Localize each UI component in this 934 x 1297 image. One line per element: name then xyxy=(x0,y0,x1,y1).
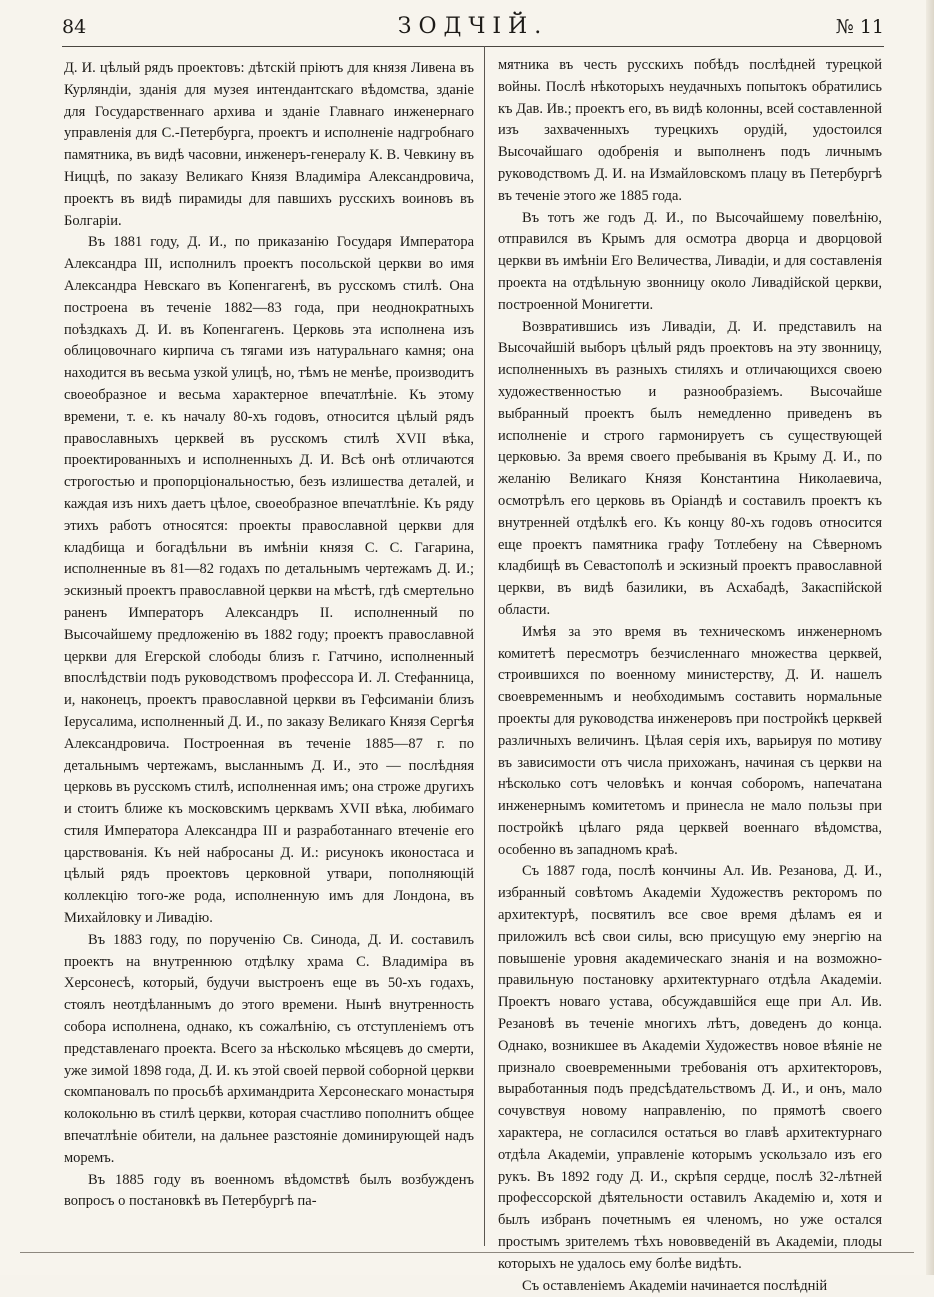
issue-number: № 11 xyxy=(835,16,884,38)
page-header xyxy=(62,8,884,44)
paragraph: Въ 1883 году, по порученію Св. Синода, Д. И. составилъ проектъ на внутреннюю отдѣлку храма С. Владиміра въ Херсонесѣ, который, будучи выстроенъ еще въ 50-хъ годахъ, стоялъ неотдѣланнымъ до этого времени. Нынѣ внутренность собора исполнена, однако, къ сожалѣнію, съ отступленіемъ отъ представленаго проекта. Всего за нѣсколько мѣсяцевъ до смерти, уже зимой 1898 года, Д. И. къ этой своей первой соборной церкви скомпановалъ по просьбѣ архимандрита Херсонескаго монастыря колокольню въ стилѣ церкви, которая счастливо пополнитъ общее впечатлѣніе обители, на дальнее разстояніе доминирующей надъ моремъ. xyxy=(64,931,474,1166)
paragraph: Въ тотъ же годъ Д. И., по Высочайшему повелѣнію, отправился въ Крымъ для осмотра дворца и дворцовой церкви въ имѣніи Его Величества, Ливадіи, и для составленія проекта на отдѣльную звонницу около Ливадійской церкви, построенной Монигетти. xyxy=(498,209,882,313)
paragraph: Съ 1887 года, послѣ кончины Ал. Ив. Резанова, Д. И., избранный совѣтомъ Академіи Художествъ ректоромъ по архитектурѣ, посвятилъ все свое время дѣламъ ея и приложилъ всѣ свои силы, всю присущую ему энергію на повышеніе уровня академическаго знанія и на возможно-правильную постановку архитектурнаго отдѣла Академіи. Проектъ новаго устава, обсуждавшійся еще при Ал. Ив. Резановѣ въ теченіе многихъ лѣтъ, доведенъ до конца. Однако, возникшее въ Академіи Художествъ новое вѣяніе не признало своевременными требованія отъ архитекторовъ, выработанныя подъ предсѣдательствомъ Д. И., и онъ, мало сочувствуя новому направленію, по прямотѣ своего характера, не согласился остаться во главѣ архитектурнаго отдѣла Академіи, управленіе которымъ ускользало изъ его рукъ. Въ 1892 году Д. И., скрѣпя сердце, послѣ 32-лѣтней профессорской дѣятельности оставилъ Академію и, хотя и былъ избранъ почетнымъ ея членомъ, но уже остался простымъ зрителемъ тѣхъ нововведеній въ Академіи, плоды которыхъ не удалось ему болѣе видѣть. xyxy=(498,863,882,1272)
paragraph: Имѣя за это время въ техническомъ инженерномъ комитетѣ пересмотръ безчисленнаго множества церквей, строившихся по военному министерству, Д. И. нашелъ своевременнымъ и необходимымъ составить нормальные проекты для руководства инженеровъ при постройкѣ церквей различныхъ величинъ. Цѣлая серія ихъ, варьируя по мотиву въ зависимости отъ числа прихожанъ, начиная съ церкви на нѣсколько сотъ человѣкъ и кончая соборомъ, напечатана инженернымъ комитетомъ и принесла не мало пользы при постройкѣ цѣлаго ряда церквей военнаго вѣдомства, особенно въ западномъ краѣ. xyxy=(498,623,882,858)
journal-title: ЗОДЧІЙ. xyxy=(397,14,549,39)
paragraph: Въ 1885 году въ военномъ вѣдомствѣ былъ возбужденъ вопросъ о постановкѣ въ Петербургѣ па- xyxy=(64,1171,474,1210)
binding-edge xyxy=(926,0,934,1275)
left-column xyxy=(64,58,474,1213)
paragraph: Съ оставленіемъ Академіи начинается послѣдній xyxy=(522,1277,828,1294)
header-rule xyxy=(62,46,884,47)
column-divider xyxy=(484,46,485,1246)
paragraph: Въ 1881 году, Д. И., по приказанію Государя Императора Александра III, исполнилъ проектъ посольской церкви во имя Александра Невскаго въ Копенгагенѣ, въ русскомъ стилѣ. Она построена въ теченіе 1882—83 года, при неоднократныхъ поѣздкахъ Д. И. въ Копенгагенъ. Церковь эта исполнена изъ облицовочнаго кирпича съ тягами изъ натуральнаго камня; она находится въ весьма узкой улицѣ, но, тѣмъ не менѣе, производитъ своеобразное и весьма характерное впечатлѣніе. Къ этому времени, т. е. къ началу 80-хъ годовъ, относится цѣлый рядъ православныхъ церквей въ русскомъ стилѣ XVII вѣка, проектированныхъ и исполненныхъ Д. И. Всѣ онѣ отличаются строгостью и пропорціональностью, безъ излишества деталей, и каждая изъ нихъ даетъ цѣлое, своеобразное впечатлѣніе. Къ ряду этихъ работъ относятся: проекты православной церкви для кладбища и богадѣльни въ имѣніи князя С. С. Гагарина, исполненные въ 81—82 годахъ по детальнымъ чертежамъ Д. И.; эскизный проектъ православной церкви на мѣстѣ, гдѣ смертельно раненъ Императоръ Александръ II. исполненный по Высочайшему предложенію въ 1882 году; проектъ православной церкви для Егерской слободы близъ г. Гатчино, исполненный впослѣдствіи подъ руководствомъ профессора И. Л. Стефанница, и, наконецъ, проектъ православной церкви въ Гефсиманіи близъ Іерусалима, исполненный Д. И., по заказу Великаго Князя Сергѣя Александровича. Построенная въ теченіе 1885—87 г. по детальнымъ чертежамъ, высланнымъ Д. И., это — послѣдняя церковь въ русскомъ стилѣ, исполненная имъ; она строже другихъ и стоитъ ближе къ московскимъ церквамъ XVII вѣка, любимаго стиля Императора Александра III и разработаннаго втеченіе его царствованія. Къ ней набросаны Д. И.: рисунокъ иконостаса и цѣлый рядъ проектовъ церковной утвари, пополняющій коллекцію того-же рода, исполненную имъ для Лондона, въ Михайловку и Ливадію. xyxy=(64,234,474,927)
paragraph: мятника въ честь русскихъ побѣдъ послѣдней турецкой войны. Послѣ нѣкоторыхъ неудачныхъ попытокъ обратились къ Дав. Ив.; проектъ его, въ видѣ колонны, всей составленной изъ захваченныхъ турецкихъ орудій, удостоился Высочайшаго одобренія и выполненъ подъ личнымъ руководствомъ Д. И. на Измайловскомъ плацу въ Петербургѣ въ теченіе этого же 1885 года. xyxy=(498,57,882,204)
right-column xyxy=(498,55,882,1297)
page-number: 84 xyxy=(62,16,87,38)
page-bottom-rule xyxy=(20,1252,914,1253)
paragraph: Д. И. цѣлый рядъ проектовъ: дѣтскій пріютъ для князя Ливена въ Курляндіи, зданія для музея интендантскаго вѣдомства, зданіе для Государственнаго архива и зданіе Главнаго инженернаго управленія для С.-Петербурга, проектъ и исполненіе надгробнаго памятника, въ видѣ часовни, инженеръ-генералу К. В. Чевкину въ Ниццѣ, по заказу Великаго Князя Владиміра Александровича, проектъ въ видѣ пирамиды для павшихъ русскихъ воиновъ въ Болгаріи. xyxy=(64,60,474,229)
paragraph: Возвратившись изъ Ливадіи, Д. И. представилъ на Высочайшій выборъ цѣлый рядъ проектовъ на эту звонницу, исполненныхъ въ разныхъ стиляхъ и отличающихся своею художественностью и разнообразіемъ. Высочайше выбранный проектъ былъ немедленно приведенъ въ исполненіе и строго гармонируетъ съ существующей церковью. За время своего пребыванія въ Крыму Д. И., по желанію Великаго Князя Константина Николаевича, осмотрѣлъ его церковь въ Оріандѣ и составилъ проектъ къ внутренней отдѣлкѣ его. Къ концу 80-хъ годовъ относится еще проектъ памятника графу Тотлебену на Сѣверномъ кладбищѣ въ Севастополѣ и эскизный проектъ православной церкви, въ видѣ базилики, въ Асхабадѣ, Закаспійской области. xyxy=(498,318,882,618)
